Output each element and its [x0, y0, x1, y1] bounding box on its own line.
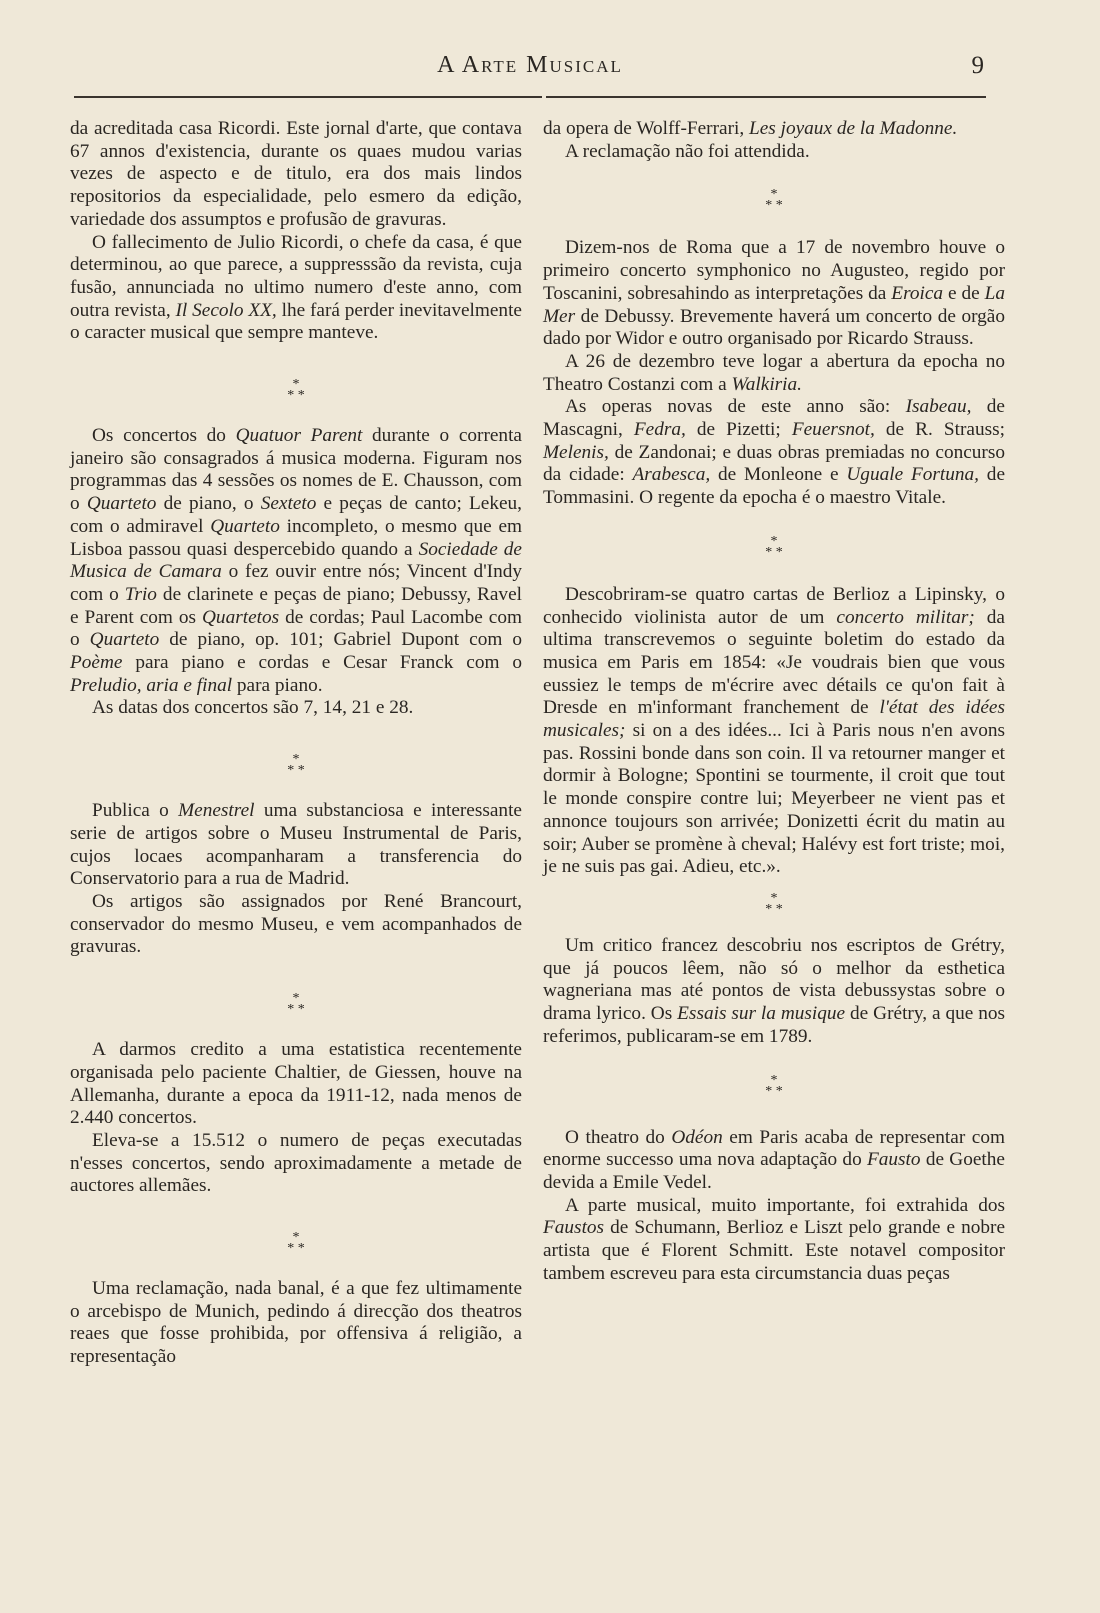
paragraph: Eleva-se a 15.512 o numero de peças executadas n'esses concertos, sendo aproximadamente a metade de auctores allemães.: [70, 1129, 522, 1197]
section-separator: * * *: [287, 1230, 305, 1257]
section-separator: * * *: [765, 187, 783, 214]
page-number: 9: [971, 52, 984, 79]
section-separator: * * *: [287, 752, 305, 779]
paragraph: Uma reclamação, nada banal, é a que fez ultimamente o arcebispo de Munich, pedindo á direcção dos theatros reaes que fosse prohibida, por offensiva á religião, a representação: [70, 1278, 522, 1368]
paragraph: Os concertos do Quatuor Parent durante o correnta janeiro são consagrados á musica moderna. Figuram nos programmas das 4 sessões os nomes de E. Chausson, com o Quarteto de piano, o Sexteto e peças de canto; Lekeu, com o admiravel Quarteto incompleto, o mesmo que em Lisboa passou quasi despercebido quando a Sociedade de Musica de Camara o fez ouvir entre nós; Vincent d'Indy com o Trio de clarinete e peças de piano; Debussy, Ravel e Parent com os Quartetos de cordas; Paul Lacombe com o Quarteto de piano, op. 101; Gabriel Dupont com o Poème para piano e cordas e Cesar Franck com o Preludio, aria e final para piano.: [70, 425, 523, 696]
header-rule-left: [74, 96, 542, 98]
paragraph: Dizem-nos de Roma que a 17 de novembro houve o primeiro concerto symphonico no Augusteo, regido por Toscanini, sobresahindo as interpretações da Eroica e de La Mer de Debussy. Brevemente haverá um concerto de orgão dado por Widor e outro organisado por Ricardo Strauss.: [543, 237, 1005, 350]
left-column: [70, 118, 522, 1369]
page-header: [70, 52, 990, 92]
paragraph: Descobriram-se quatro cartas de Berlioz a Lipinsky, o conhecido violinista autor de um concerto militar; da ultima transcrevemos o seguinte boletim do estado da musica em Paris em 1854: «Je voudrais bien que vous eussiez le temps de m'écrire avec détails ce qu'on fait à Dresde en m'informant franchement de l'état des idées musicales; si on a des idées... Ici à Paris nous n'en avons pas. Rossini bonde dans son coin. Il va retourner manger et dormir à Bologne; Spontini se tourmente, il croit que tout le monde conspire contre lui; Meyerbeer ne vient pas et annonce toujours son arrivée; Donizetti écrit du matin au soir; Auber se promène à cheval; Halévy est fort triste; moi, je ne suis pas gai. Adieu, etc.».: [543, 583, 1005, 878]
section-separator: * * *: [287, 377, 305, 404]
right-column: [543, 118, 1005, 1285]
paragraph: A darmos credito a uma estatistica recentemente organisada pelo paciente Chaltier, de Giessen, houve na Allemanha, durante a epoca da 1911-12, nada menos de 2.440 concertos.: [70, 1039, 522, 1129]
paragraph: O theatro do Odéon em Paris acaba de representar com enorme successo uma nova adaptação do Fausto de Goethe devida a Emile Vedel.: [543, 1126, 1006, 1193]
section-separator: * * *: [765, 533, 783, 560]
running-title: A Arte Musical: [437, 52, 623, 78]
paragraph: da opera de Wolff-Ferrari, Les joyaux de la Madonne.: [543, 118, 958, 139]
paragraph: Um critico francez descobriu nos escriptos de Grétry, que já poucos lêem, não só o melhor da esthetica wagneriana mas até pontos de vista debussystas sobre o drama lyrico. Os Essais sur la musique de Grétry, a que nos referimos, publicaram-se em 1789.: [543, 934, 1005, 1047]
section-separator: * * *: [765, 1072, 783, 1099]
header-rule-right: [546, 96, 986, 98]
paragraph: da acreditada casa Ricordi. Este jornal d'arte, que contava 67 annos d'existencia, durante os quaes mudou varias vezes de aspecto e de titulo, era dos mais lindos repositorios da especialidade, pelo esmero da edição, variedade dos assumptos e profusão de gravuras.: [70, 118, 522, 230]
paragraph: A reclamação não foi attendida.: [565, 140, 810, 162]
paragraph: Publica o Menestrel uma substanciosa e interessante serie de artigos sobre o Museu Instrumental de Paris, cujos locaes acompanharam a transferencia do Conservatorio para a rua de Madrid.: [70, 800, 522, 890]
paragraph: As operas novas de este anno são: Isabeau, de Mascagni, Fedra, de Pizetti; Feuersnot, de R. Strauss; Melenis, de Zandonai; e duas obras premiadas no concurso da cidade: Arabesca, de Monleone e Uguale Fortuna, de Tommasini. O regente da epocha é o maestro Vitale.: [543, 396, 1005, 509]
section-separator: * * *: [765, 890, 783, 917]
section-separator: * * *: [287, 991, 305, 1018]
paragraph: O fallecimento de Julio Ricordi, o chefe da casa, é que determinou, ao que parece, a suppresssão da revista, cuja fusão, annunciada no ultimo numero d'este anno, com outra revista, Il Secolo XX, lhe fará perder inevitavelmente o caracter musical que sempre manteve.: [70, 231, 522, 344]
paragraph: A 26 de dezembro teve logar a abertura da epocha no Theatro Costanzi com a Walkiria.: [543, 350, 1005, 395]
paragraph: A parte musical, muito importante, foi extrahida dos Faustos de Schumann, Berlioz e Liszt pelo grande e nobre artista que é Florent Schmitt. Este notavel compositor tambem escreveu para esta circumstancia duas peças: [543, 1194, 1005, 1284]
paragraph: Os artigos são assignados por René Brancourt, conservador do mesmo Museu, e vem acompanhados de gravuras.: [70, 890, 522, 958]
paragraph: As datas dos concertos são 7, 14, 21 e 28.: [92, 697, 414, 719]
